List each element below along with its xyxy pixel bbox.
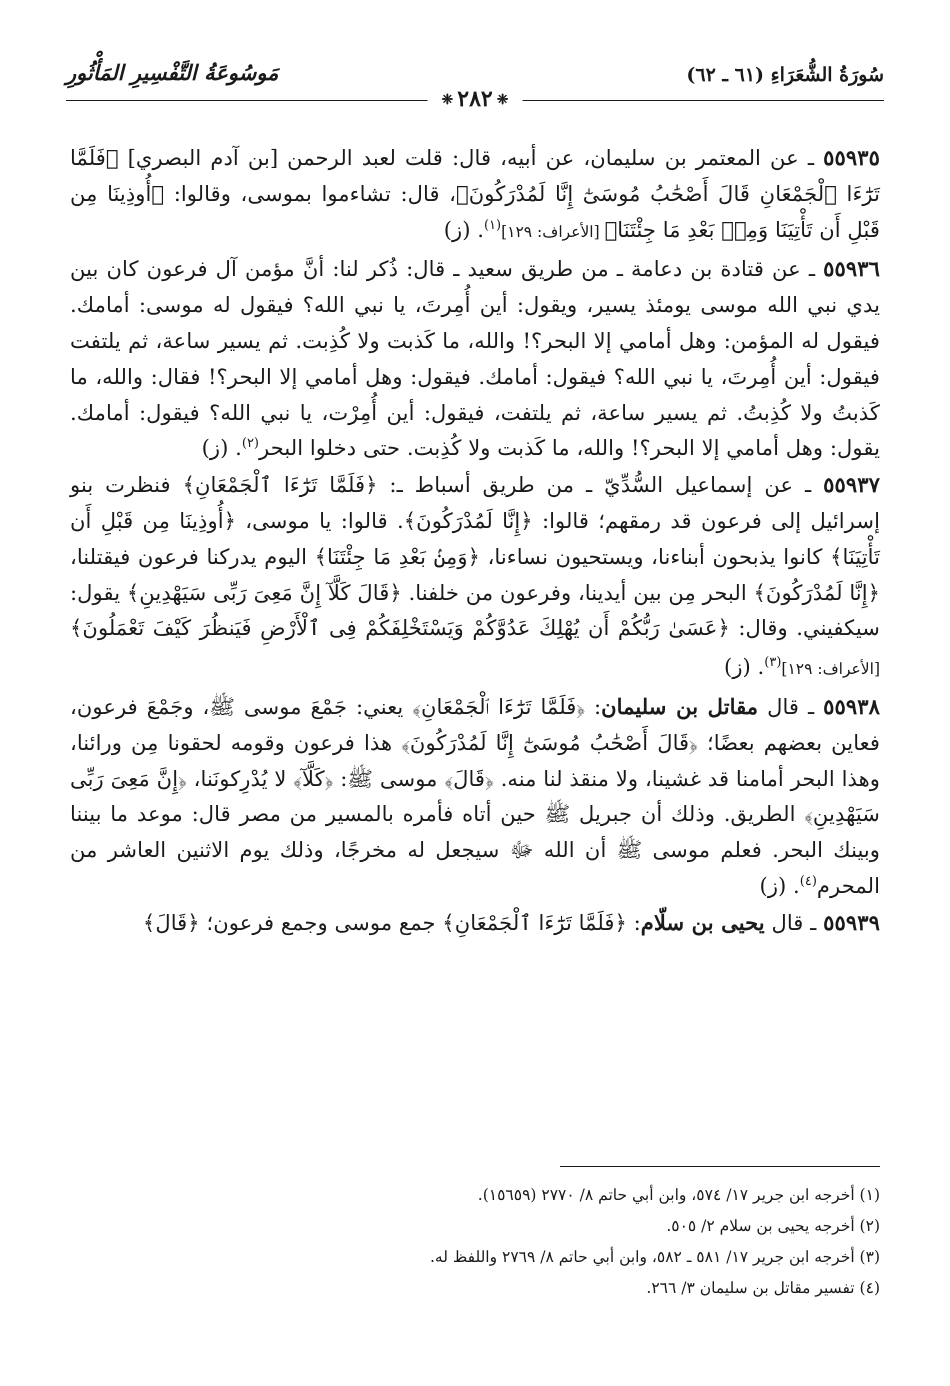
quran-quote: ﴿إِنَّا لَمُدْرَكُونَ﴾ [753,579,881,605]
quran-quote: ﴿قَالَ﴾ [444,765,494,791]
report-paragraph [70,905,880,941]
quran-quote: ﴿قَالَ كَلَّآ إِنَّ مَعِىَ رَبِّى سَيَهْدِينِ﴾ [126,579,402,605]
report-end: . (ز) [201,435,242,461]
report-text: يعني: جَمْعَ موسى ﷺ، وجَمْعَ فرعون، فعاين بعضهم بعضًا؛ [70,693,881,755]
footnote-marker[interactable]: (١) [483,217,502,233]
report-number: ٥٥٩٣٧ [823,472,881,498]
quran-quote: ﴿وَمِنۢ بَعْدِ مَا جِئْتَنَا﴾ [314,543,480,569]
footnote-item: (٤) تفسير مقاتل بن سليمان ٣/ ٢٦٦. [646,1279,880,1297]
report-number: ٥٥٩٣٥ [823,145,880,170]
quran-quote: ﴿عَسَىٰ رَبُّكُمْ أَن يُهْلِكَ عَدُوَّكُمْ وَيَسْتَخْلِفَكُمْ فِى ٱلْأَرْضِ فَيَنظُرَ كَيْفَ تَعْمَلُونَ﴾ [70,615,730,641]
quran-quote: ﴿قَالَ أَصْحَٰبُ مُوسَىٰٓ إِنَّا لَمُدْرَكُونَ﴾ [401,729,698,755]
quran-quote: ﴿أُوذِينَا مِن قَبْلِ أَن تَأْتِيَنَا﴾ [70,507,880,569]
report-text: ـ قال [764,909,824,935]
quran-quote: ﴿فَلَمَّا تَرَٰٓءَا ٱلْجَمْعَانِ﴾ [442,909,627,935]
report-text: ـ عن إسماعيل السُّدِّيّ ـ من طريق أسباط ـ: [377,472,824,498]
report-paragraph [70,140,880,250]
report-text: جمع موسى وجمع فرعون؛ [199,909,443,935]
running-header [66,60,884,112]
report-end: . (ز) [759,872,800,898]
report-text: كانوا يذبحون أبناءنا، ويستحيون نساءنا، [479,543,831,569]
report-number: ٥٥٩٣٦ [823,256,880,282]
footnote-rule [560,1166,880,1167]
report-number: ٥٥٩٣٨ [823,693,880,719]
report-text: ـ قال [758,693,824,719]
report-text: هذا فرعون وقومه لحقونا مِن ورائنا، وهذا البحر أمامنا قد غشينا، ولا منقذ لنا منه. [70,729,880,791]
report-text: البحر مِن بين أيدينا، وفرعون من خلفنا. [401,579,754,605]
report-text: ـ عن المعتمر بن سليمان، عن أبيه، قال: قلت لعبد الرحمن [بن آدم البصري] [118,145,824,170]
page-number: ٢٨٢ [457,86,493,112]
report-text: اليوم يدركنا فرعون فيقتلنا، [70,543,315,569]
report-paragraph [70,467,880,688]
report-text: ـ عن قتادة بن دعامة ـ من طريق سعيد ـ قال: ذُكر لنا: أنَّ مؤمن آل فرعون كان بين يدي نبي الله موسى يومئذ يسير، ويقول: أين أُمِرتَ، يا نبي الله؟ فيقول له موسى: أمامك. فيقول له المؤمن: وهل أمامي إلا البحر؟! والله، ما كَذبت ولا كُذِبت. ثم يسير ساعة، ثم يلتفت فيقول: أين أُمِرتَ، يا نبي الله؟ فيقول: أمامك. فيقول: وهل أمامي إلا البحر؟! فقال: والله، ما كَذبتُ ولا كُذِبتُ. ثم يسير ساعة، ثم يلتفت، فيقول: أين أُمِرْت، يا نبي الله؟ فيقول: أمامك. يقول: وهل أمامي إلا البحر؟! والله، ما كَذبت ولا كُذِبت. حتى دخلوا البحر [70,256,880,461]
body-text [70,140,880,942]
footnote-item: (٢) أخرجه يحيى بن سلام ٢/ ٥٠٥. [666,1217,880,1235]
verse-reference: [الأعراف: ١٢٩] [501,222,605,241]
quran-quote: ﴿كَلَّآ﴾ [293,765,334,791]
report-text: ، قال: تشاءموا بموسى، وقالوا: [164,180,457,206]
report-paragraph [70,251,880,466]
source-name: يحيى بن سلّام [640,909,765,935]
report-text: : [585,693,602,719]
footnote-marker[interactable]: (٣) [764,655,782,671]
source-name: مقاتل بن سليمان [601,693,759,719]
quran-quote: ﴿إِنَّ مَعِىَ رَبِّى سَيَهْدِينِ﴾ [70,765,880,827]
report-text: . قالوا: يا موسى، [236,507,404,533]
footnotes [70,1180,880,1304]
quran-quote: ﴿أُوذِينَا مِن قَبْلِ أَن تَأْتِيَنَا وَمِنۢ بَعْدِ مَا جِئْتَنَا﴾ [70,180,880,242]
page-number-group [428,86,523,112]
quran-quote: ﴿فَلَمَّا تَرَٰٓءَا ٱلْجَمْعَانِ﴾ [412,693,586,719]
footnote-marker[interactable]: (٤) [799,873,817,889]
quran-quote: ﴿إِنَّا لَمُدْرَكُونَ﴾ [403,507,533,533]
report-paragraph [70,689,880,904]
quran-quote: ﴿فَلَمَّا تَرَٰٓءَا ٱلْجَمْعَانِ﴾ [182,472,378,498]
report-end: . (ز) [443,216,484,242]
verse-reference: [الأعراف: ١٢٩] [781,660,880,679]
report-text: يقول: سيكفيني. وقال: [70,579,880,641]
quran-quote: ﴿قَالَ﴾ [142,909,200,935]
book-title: مَوسُوعَةُ التَّفْسِيرِ المَأْثُورِ [66,60,279,85]
surah-label: سُورَةُ الشُّعَرَاءِ (٦١ ـ ٦٢) [686,64,884,86]
footnote-item: (٣) أخرجه ابن جرير ١٧/ ٥٨١ ـ ٥٨٢، وابن أبي حاتم ٨/ ٢٧٦٩ واللفظ له. [430,1248,880,1266]
ornament-left-icon: ❈ [441,92,454,108]
report-text: فنظرت بنو إسرائيل إلى فرعون قد رمقهم؛ قالوا: [70,472,880,533]
ornament-right-icon: ❈ [496,92,509,108]
quran-quote: ﴿فَلَمَّا تَرَٰٓءَا ٱلْجَمْعَانِ قَالَ أَصْحَٰبُ مُوسَىٰٓ إِنَّا لَمُدْرَكُونَ﴾ [70,145,880,206]
report-text: لا يُدْرِكونَنا، [186,765,294,791]
report-text: موسى ﷺ: [333,765,445,791]
report-text: الطريق. وذلك أن جبريل ﷺ حين أتاه فأمره بالمسير من مصر قال: موعد ما بيننا وبينك البحر. فعلم موسى ﷺ أن الله ﷻ سيجعل له مخرجًا، وذلك يوم الاثنين العاشر من المحرم [70,801,880,898]
report-end: . (ز) [724,654,765,680]
report-number: ٥٥٩٣٩ [823,909,880,935]
footnote-item: (١) أخرجه ابن جرير ١٧/ ٥٧٤، وابن أبي حاتم ٨/ ٢٧٧٠ (١٥٦٥٩). [477,1186,880,1204]
report-text: : [626,909,641,935]
footnote-marker[interactable]: (٢) [241,436,259,452]
